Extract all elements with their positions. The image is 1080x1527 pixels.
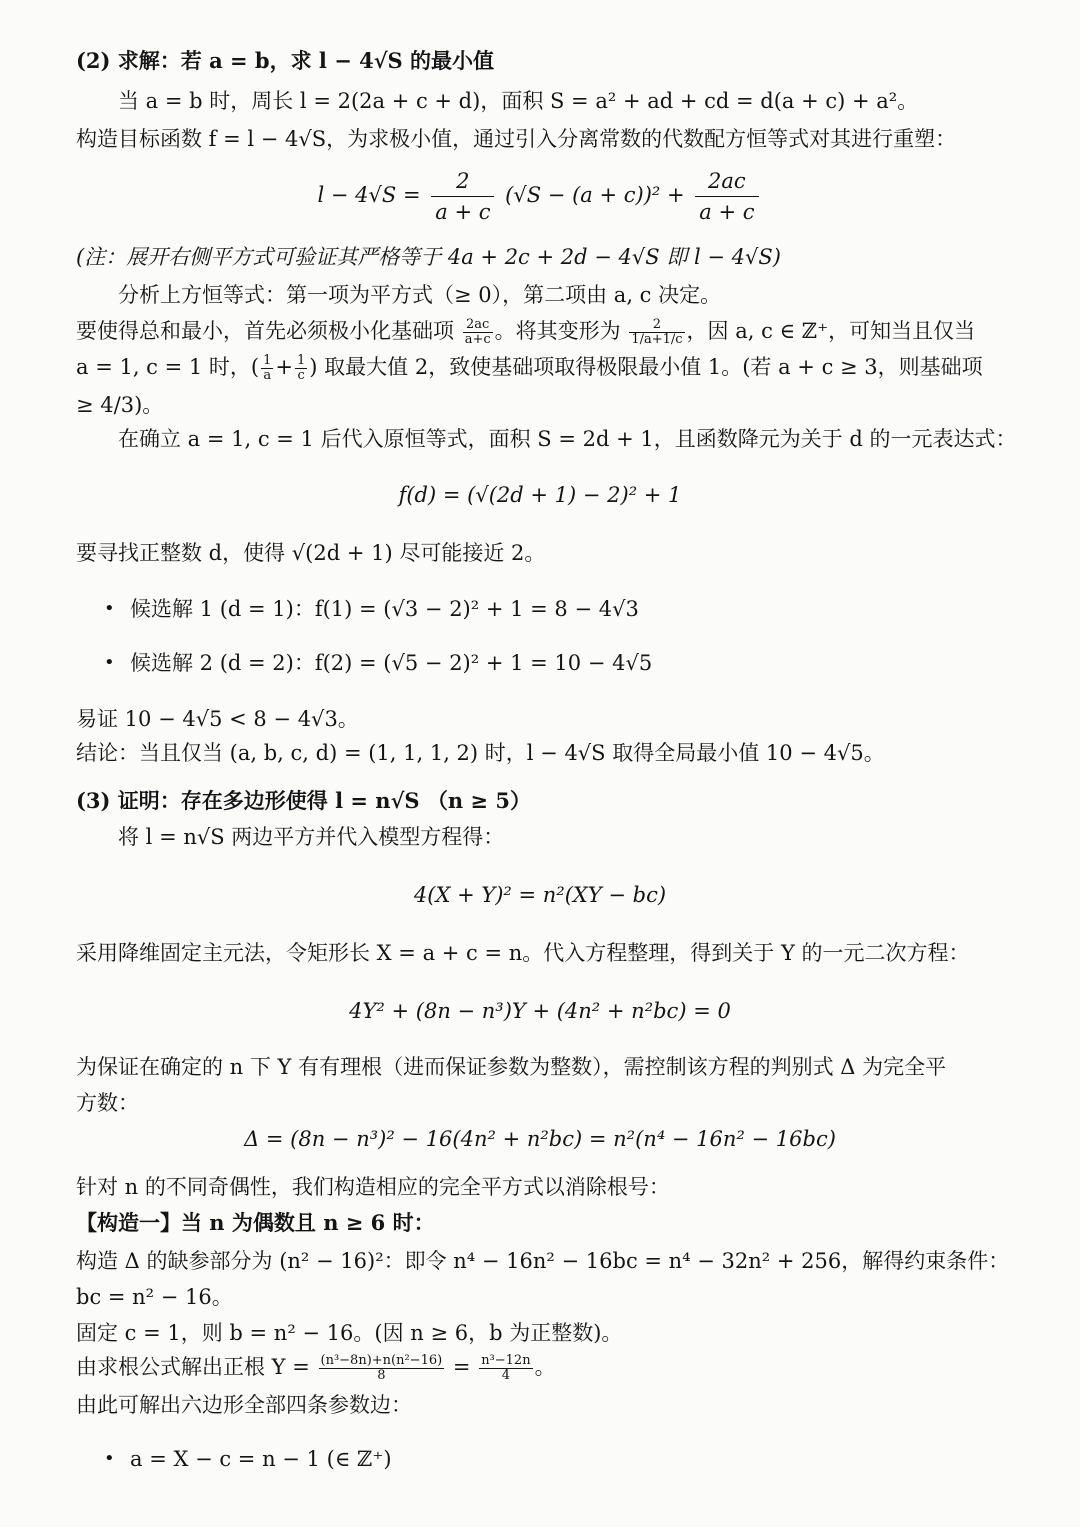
bullet-icon: • <box>104 598 115 619</box>
text-line: 分析上方恒等式：第一项为平方式（≥ 0），第二项由 a, c 决定。 <box>118 283 722 307</box>
text-line: 为保证在确定的 n 下 Y 有有理根（进而保证参数为整数），需控制该方程的判别式 Δ 为完全平 <box>76 1055 947 1079</box>
text-line: bc = n² − 16。 <box>76 1285 233 1309</box>
equation: f(d) = (√(2d + 1) − 2)² + 1 <box>398 483 682 507</box>
identity-equation: l − 4√S = $\frac{2}{a + c}$ (√S − (a + c))² + $\frac{2ac}{a + c}$ <box>0 166 1080 227</box>
list-item: 候选解 1 (d = 1)：f(1) = (√3 − 2)² + 1 = 8 − 4√3 <box>130 597 639 621</box>
text-line: 易证 10 − 4√5 < 8 − 4√3。 <box>76 707 359 731</box>
text-line: 要使得总和最小，首先必须极小化基础项 $\frac{2ac}{a+c}$ 。将其变形为 $\frac{2}{1/a+1/c}$ ，因 a, c ∈ ℤ⁺，可知当且仅当 <box>76 317 976 347</box>
bullet-icon: • <box>104 652 115 673</box>
equation: 4Y² + (8n − n³)Y + (4n² + n²bc) = 0 <box>349 999 731 1023</box>
fraction: $\frac{2ac}{a+c}$ <box>464 317 491 347</box>
text-line: 要寻找正整数 d，使得 √(2d + 1) 尽可能接近 2。 <box>76 541 546 565</box>
fraction: $\frac{2}{1/a+1/c}$ <box>631 317 683 347</box>
fraction: $\frac{1}{c}$ <box>297 353 306 383</box>
note-line: (注：展开右侧平方式可验证其严格等于 4a + 2c + 2d − 4√S 即 l − 4√S) <box>76 245 781 269</box>
text-line: 针对 n 的不同奇偶性，我们构造相应的完全平方式以消除根号： <box>76 1175 670 1199</box>
fraction: $\frac{2}{a + c}$ <box>431 166 494 227</box>
text-line: 在确立 a = 1, c = 1 后代入原恒等式，面积 S = 2d + 1，且函数降元为关于 d 的一元表达式： <box>118 427 1017 451</box>
list-item: a = X − c = n − 1 (∈ ℤ⁺) <box>130 1447 392 1471</box>
text-line: 方数： <box>76 1091 139 1115</box>
text-line: 固定 c = 1，则 b = n² − 16。(因 n ≥ 6，b 为正整数)。 <box>76 1321 623 1345</box>
construction-heading: 【构造一】当 n 为偶数且 n ≥ 6 时： <box>76 1210 435 1235</box>
text-line: 由求根公式解出正根 Y = $\frac{\text{(n³−8n)+n(n²−16)}}{8}$ = $\frac{\text{n³−12n}}{4}$ 。 <box>76 1353 556 1383</box>
text-line: 采用降维固定主元法，令矩形长 X = a + c = n。代入方程整理，得到关于 Y 的一元二次方程： <box>76 941 970 965</box>
text-line: 由此可解出六边形全部四条参数边： <box>76 1393 412 1417</box>
text-line: a = 1, c = 1 时，( $\frac{1}{a}$ + $\frac{1}{c}$ ) 取最大值 2，致使基础项取得极限最小值 1。(若 a + c ≥ 3，则基础项 <box>76 353 983 383</box>
fraction: $\frac{\text{n³−12n}}{4}$ <box>481 1353 531 1383</box>
fraction: $\frac{1}{a}$ <box>263 353 272 383</box>
equation: Δ = (8n − n³)² − 16(4n² + n²bc) = n²(n⁴ − 16n² − 16bc) <box>244 1127 836 1151</box>
equation: 4(X + Y)² = n²(XY − bc) <box>413 883 667 907</box>
bullet-icon: • <box>104 1448 115 1469</box>
part3-heading: (3) 证明：存在多边形使得 l = n√S （n ≥ 5） <box>76 788 531 813</box>
text-line: 当 a = b 时，周长 l = 2(2a + c + d)，面积 S = a² + ad + cd = d(a + c) + a²。 <box>118 89 919 113</box>
text-line: 构造 Δ 的缺参部分为 (n² − 16)²：即令 n⁴ − 16n² − 16bc = n⁴ − 32n² + 256，解得约束条件： <box>76 1249 1010 1273</box>
part2-heading: (2) 求解：若 a = b，求 l − 4√S 的最小值 <box>76 48 495 73</box>
fraction: $\frac{\text{(n³−8n)+n(n²−16)}}{8}$ <box>320 1353 443 1383</box>
text-line: 将 l = n√S 两边平方并代入模型方程得： <box>118 825 505 849</box>
list-item: 候选解 2 (d = 2)：f(2) = (√5 − 2)² + 1 = 10 − 4√5 <box>130 651 653 675</box>
conclusion-line: 结论：当且仅当 (a, b, c, d) = (1, 1, 1, 2) 时，l − 4√S 取得全局最小值 10 − 4√5。 <box>76 741 885 765</box>
text-line: 构造目标函数 f = l − 4√S，为求极小值，通过引入分离常数的代数配方恒等式对其进行重塑： <box>76 127 957 151</box>
text-line: ≥ 4/3)。 <box>76 393 164 417</box>
fraction: $\frac{2ac}{a + c}$ <box>695 166 758 227</box>
